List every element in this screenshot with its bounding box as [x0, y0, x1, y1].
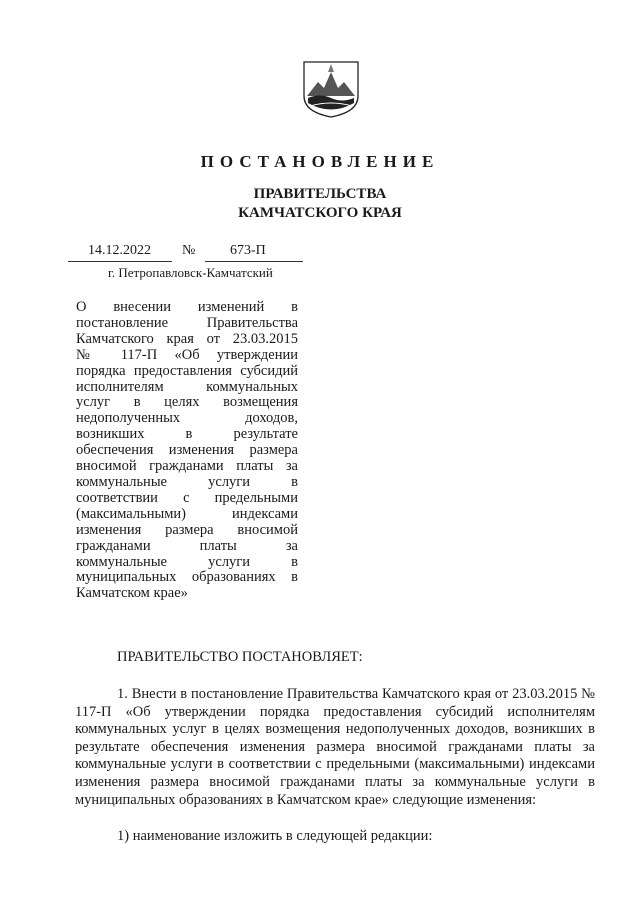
subject-line: муниципальных образованиях в	[76, 569, 298, 586]
subject-line: Камчатского края от 23.03.2015	[76, 330, 298, 347]
resolves-heading: ПРАВИТЕЛЬСТВО ПОСТАНОВЛЯЕТ:	[117, 649, 363, 665]
subitem-1: 1) наименование изложить в следующей редакции:	[117, 828, 433, 844]
subject-line: (максимальными) индексами	[76, 505, 298, 522]
issuer-line-2: КАМЧАТСКОГО КРАЯ	[238, 205, 402, 221]
subject-line: коммунальные услуги в	[76, 553, 298, 570]
subject-line: порядка предоставления субсидий	[76, 362, 298, 379]
coat-of-arms-icon	[300, 60, 362, 118]
subject-line: возникших в результате	[76, 426, 298, 443]
subject-line: изменения размера вносимой	[76, 521, 298, 538]
paragraph-item-1	[75, 686, 595, 809]
number-sign: №	[182, 243, 196, 258]
issuer-line-1: ПРАВИТЕЛЬСТВА	[253, 186, 387, 202]
document-type: ПОСТАНОВЛЕНИЕ	[200, 152, 440, 171]
subject-line: исполнителям коммунальных	[76, 378, 298, 395]
item-1-text: 1. Внести в постановление Правительства Камчатского края от 23.03.2015 № 117-П «Об утверждении порядка предоставления субсидий исполнителям коммунальных услуг в целях возмещения недополученных доходов, возникших в результате обеспечения изменения размера вносимой гражданами платы за коммунальные услуги в соответствии с предельными (максимальными) индексами изменения размера вносимой гражданами платы за коммунальные услуги в муниципальных образованиях в Камчатском крае» следующие изменения:	[75, 686, 595, 808]
document-subject	[76, 300, 298, 602]
document-date: 14.12.2022	[88, 243, 151, 258]
subject-line: Камчатском крае»	[76, 585, 188, 602]
subject-line: № 117-П «Об утверждении	[76, 346, 298, 363]
number-underline	[205, 261, 303, 262]
subject-line: услуг в целях возмещения	[76, 394, 298, 411]
subject-line: гражданами платы за	[76, 537, 298, 554]
subject-line: О внесении изменений в	[76, 299, 298, 315]
subject-line: соответствии с предельными	[76, 489, 298, 506]
place-of-issue: г. Петропавловск-Камчатский	[108, 265, 273, 280]
subject-line: недополученных доходов,	[76, 410, 298, 427]
subject-line: коммунальные услуги в	[76, 473, 298, 490]
date-underline	[68, 261, 172, 262]
subject-line: вносимой гражданами платы за	[76, 458, 298, 475]
subject-line: обеспечения изменения размера	[76, 442, 298, 459]
subject-line: постановление Правительства	[76, 314, 298, 331]
document-number: 673-П	[230, 243, 266, 258]
